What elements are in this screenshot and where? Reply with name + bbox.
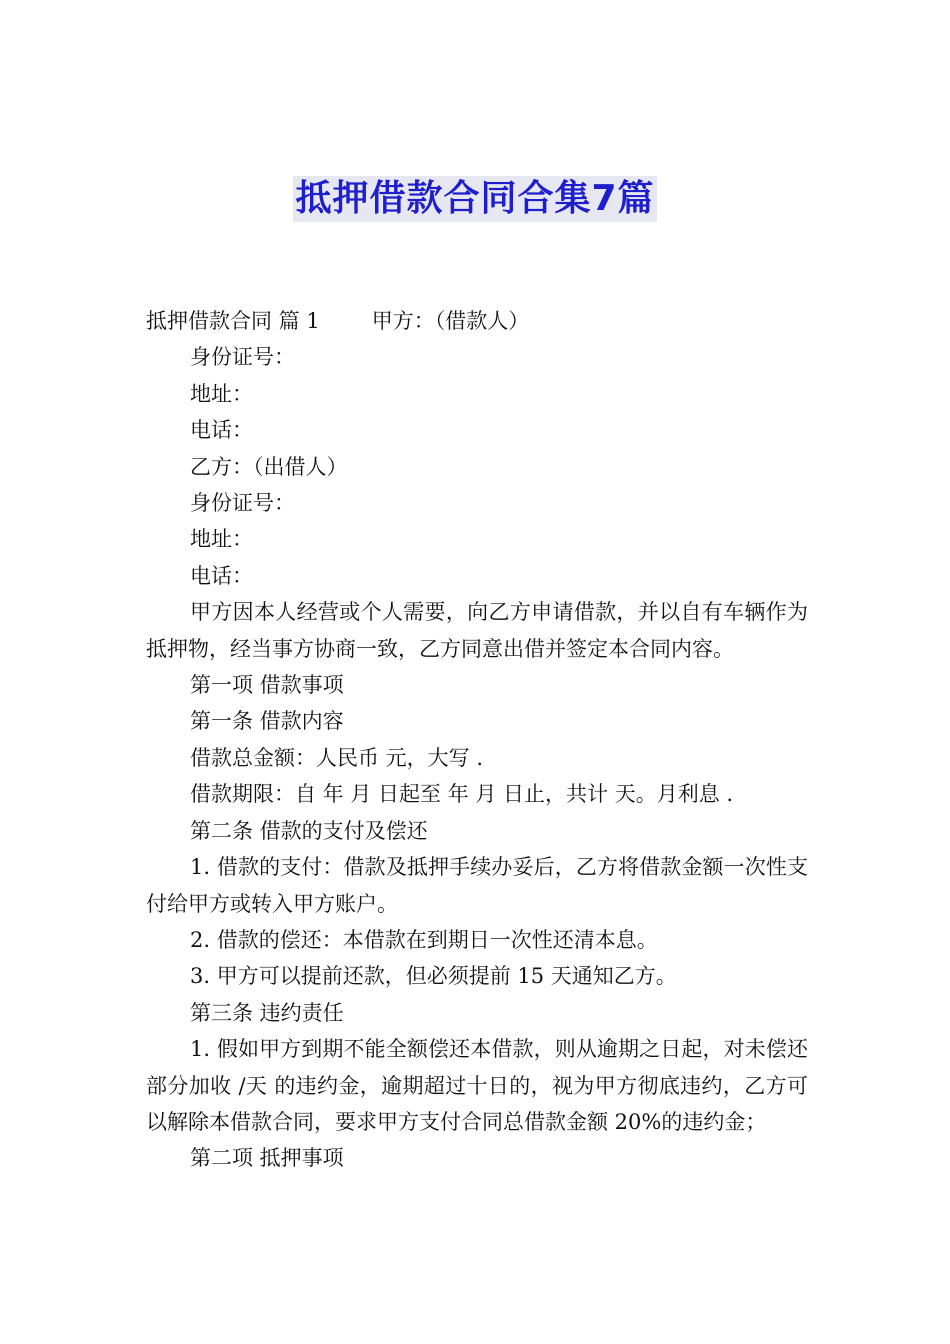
breach-clause-1: 1. 假如甲方到期不能全额偿还本借款，则从逾期之日起，对未偿还部分加收 /天 的违约金，逾期超过十日的，视为甲方彻底违约，乙方可以解除本借款合同，要求甲方支付合同总借款金额 20%的违约金； [146, 1037, 808, 1134]
section-mortgage-matters: 第二项 抵押事项 [190, 1146, 344, 1171]
document-body [146, 303, 808, 1177]
article-payment: 第二条 借款的支付及偿还 [190, 818, 428, 843]
party-a-id: 身份证号： [190, 345, 295, 370]
payment-clause-1: 1. 借款的支付：借款及抵押手续办妥后，乙方将借款金额一次性支付给甲方或转入甲方账户。 [146, 855, 808, 916]
contract-heading: 抵押借款合同 篇 1 [146, 309, 320, 333]
party-b-address: 地址： [190, 527, 253, 552]
payment-clause-2: 2. 借款的偿还：本借款在到期日一次性还清本息。 [190, 927, 658, 952]
party-a-phone: 电话： [190, 418, 253, 443]
article-loan-content: 第一条 借款内容 [190, 709, 344, 734]
party-a-address: 地址： [190, 381, 253, 406]
payment-clause-3: 3. 甲方可以提前还款，但必须提前 15 天通知乙方。 [190, 964, 677, 989]
loan-amount: 借款总金额：人民币 元，大写 . [190, 745, 484, 770]
party-b-phone: 电话： [190, 563, 253, 588]
party-b-id: 身份证号： [190, 491, 295, 516]
loan-term: 借款期限：自 年 月 日起至 年 月 日止，共计 天。月利息 . [190, 782, 734, 807]
title-area [0, 176, 950, 222]
contract-heading-line [146, 303, 808, 339]
article-breach: 第三条 违约责任 [190, 1000, 344, 1025]
document-title: 抵押借款合同合集7篇 [293, 176, 656, 222]
party-b-label: 乙方：（出借人） [190, 454, 348, 479]
section-loan-matters: 第一项 借款事项 [190, 673, 344, 698]
intro-paragraph: 甲方因本人经营或个人需要，向乙方申请借款，并以自有车辆作为抵押物，经当事方协商一致，乙方同意出借并签定本合同内容。 [146, 600, 808, 661]
party-a-label: 甲方：（借款人） [371, 309, 530, 333]
